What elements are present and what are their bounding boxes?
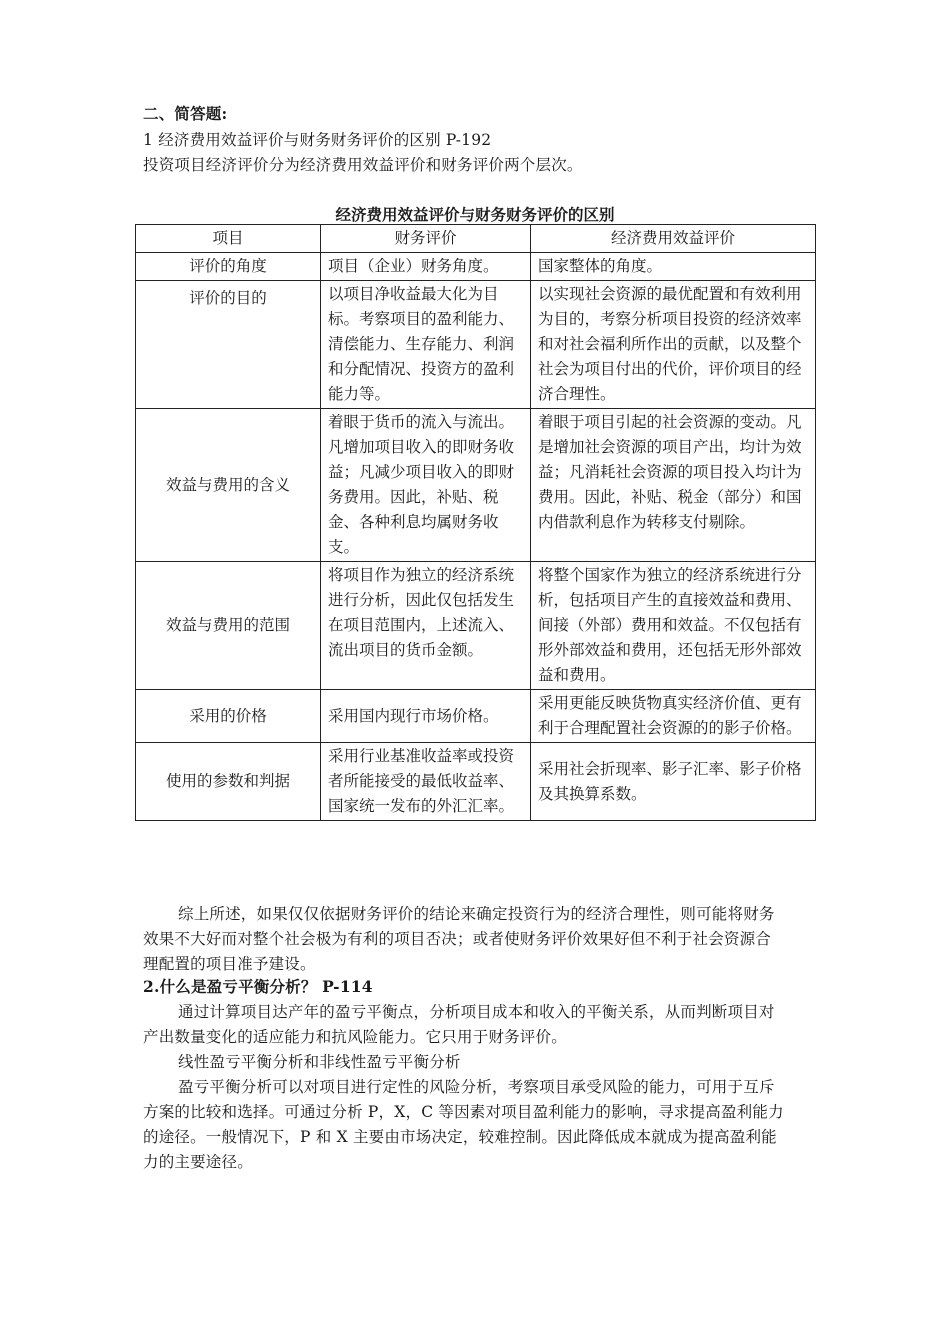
row-label: 使用的参数和判据 — [136, 743, 321, 821]
header-item: 项目 — [136, 225, 321, 253]
economic-cell: 采用社会折现率、影子汇率、影子价格及其换算系数。 — [531, 743, 816, 821]
financial-cell: 项目（企业）财务角度。 — [321, 253, 531, 281]
row-label: 效益与费用的含义 — [136, 409, 321, 562]
conclusion-line: 效果不大好而对整个社会极为有利的项目否决；或者使财务评价效果好但不利于社会资源合 — [143, 930, 772, 948]
economic-cell: 国家整体的角度。 — [531, 253, 816, 281]
q2-paragraph-line: 通过计算项目达产年的盈亏平衡点，分析项目成本和收入的平衡关系，从而判断项目对 — [178, 1003, 775, 1021]
financial-cell: 将项目作为独立的经济系统进行分析，因此仅包括发生在项目范围内，上述流入、流出项目的货币金额。 — [321, 562, 531, 690]
economic-cell: 着眼于项目引起的社会资源的变动。凡是增加社会资源的项目产出，均计为效益；凡消耗社会资源的项目投入均计为费用。因此，补贴、税金（部分）和国内借款利息作为转移支付剔除。 — [531, 409, 816, 562]
conclusion-line: 综上所述，如果仅仅依据财务评价的结论来确定投资行为的经济合理性，则可能将财务 — [178, 905, 775, 923]
q2-paragraph-line: 盈亏平衡分析可以对项目进行定性的风险分析，考察项目承受风险的能力，可用于互斥 — [178, 1078, 775, 1096]
row-label: 效益与费用的范围 — [136, 562, 321, 690]
financial-cell: 采用国内现行市场价格。 — [321, 690, 531, 743]
economic-cell: 采用更能反映货物真实经济价值、更有利于合理配置社会资源的的影子价格。 — [531, 690, 816, 743]
table-row — [136, 743, 816, 821]
q2-paragraph-line: 产出数量变化的适应能力和抗风险能力。它只用于财务评价。 — [143, 1028, 567, 1046]
section-title: 二、简答题: — [143, 104, 228, 123]
header-economic: 经济费用效益评价 — [531, 225, 816, 253]
table-row — [136, 281, 816, 409]
table-row — [136, 690, 816, 743]
table-row — [136, 562, 816, 690]
comparison-table — [135, 224, 816, 821]
q2-paragraph-line: 力的主要途径。 — [143, 1153, 253, 1171]
table-row — [136, 409, 816, 562]
table-row — [136, 253, 816, 281]
row-label: 评价的角度 — [136, 253, 321, 281]
table-header-row — [136, 225, 816, 253]
financial-cell: 以项目净收益最大化为目标。考察项目的盈利能力、清偿能力、生存能力、利润和分配情况、投资方的盈利能力等。 — [321, 281, 531, 409]
q2-paragraph-line: 的途径。一般情况下，P 和 X 主要由市场决定，较难控制。因此降低成本就成为提高盈利能 — [143, 1128, 777, 1146]
table-title: 经济费用效益评价与财务财务评价的区别 — [335, 205, 615, 224]
economic-cell: 将整个国家作为独立的经济系统进行分析，包括项目产生的直接效益和费用、间接（外部）费用和效益。不仅包括有形外部效益和费用，还包括无形外部效益和费用。 — [531, 562, 816, 690]
financial-cell: 采用行业基准收益率或投资者所能接受的最低收益率、国家统一发布的外汇汇率。 — [321, 743, 531, 821]
header-financial: 财务评价 — [321, 225, 531, 253]
question-1-intro: 投资项目经济评价分为经济费用效益评价和财务评价两个层次。 — [143, 156, 583, 174]
question-2-title: 2.什么是盈亏平衡分析？ P-114 — [143, 977, 373, 996]
question-1-title: 1 经济费用效益评价与财务财务评价的区别 P-192 — [143, 131, 492, 149]
q2-paragraph-line: 方案的比较和选择。可通过分析 P，X，C 等因素对项目盈利能力的影响，寻求提高盈利能力 — [143, 1103, 784, 1121]
financial-cell: 着眼于货币的流入与流出。凡增加项目收入的即财务收益；凡减少项目收入的即财务费用。因此，补贴、税金、各种利息均属财务收支。 — [321, 409, 531, 562]
conclusion-line: 理配置的项目准予建设。 — [143, 955, 316, 973]
economic-cell: 以实现社会资源的最优配置和有效利用为目的，考察分析项目投资的经济效率和对社会福利所作出的贡献，以及整个社会为项目付出的代价，评价项目的经济合理性。 — [531, 281, 816, 409]
q2-paragraph-line: 线性盈亏平衡分析和非线性盈亏平衡分析 — [178, 1053, 461, 1071]
row-label: 采用的价格 — [136, 690, 321, 743]
row-label: 评价的目的 — [136, 281, 321, 409]
